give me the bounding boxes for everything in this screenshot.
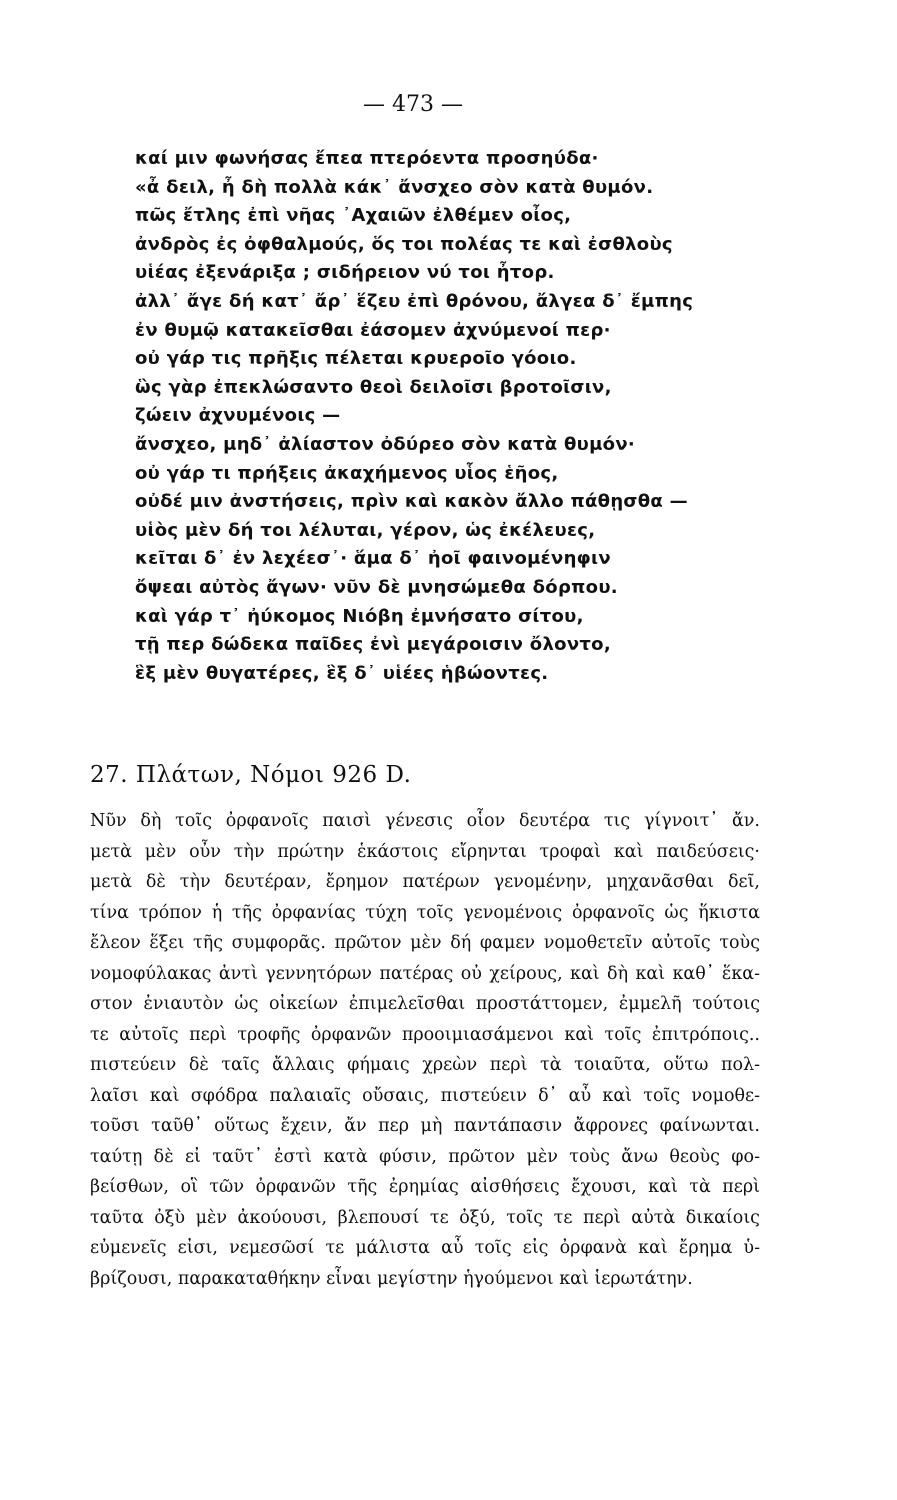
verse-line: οὐ γάρ τις πρῆξις πέλεται κρυεροῖο γόοιο.: [135, 348, 577, 370]
prose-line: ταῦτα ὀξὺ μὲν ἀκούουσι, βλεπουσί τε ὀξύ, τοῖς τε περὶ αὐτὰ δικαίοις: [90, 1207, 760, 1228]
prose-line: ταύτῃ δὲ εἰ ταῦτ᾽ ἐστὶ κατὰ φύσιν, πρῶτον μὲν τοὺς ἄνω θεοὺς φο-: [90, 1146, 760, 1167]
prose-line: λαῖσι καὶ σφόδρα παλαιαῖς οὔσαις, πιστεύειν δ᾽ αὖ καὶ τοῖς νομοθε-: [90, 1085, 760, 1106]
prose-line: Νῦν δὴ τοῖς ὀρφανοῖς παισὶ γένεσις οἷον δευτέρα τις γίγνοιτ᾽ ἄν.: [90, 811, 760, 831]
prose-line: τίνα τρόπον ἡ τῆς ὀρφανίας τύχη τοῖς γενομένοις ὀρφανοῖς ὡς ἥκιστα: [90, 902, 760, 923]
verse-line: οὐδέ μιν ἀνστήσεις, πρὶν καὶ κακὸν ἄλλο πάθῃσθα —: [135, 491, 688, 513]
verse-line: υἱέας ἐξενάριξα ; σιδήρειον νύ τοι ἦτορ.: [135, 262, 555, 284]
section-heading: 27. Πλάτων, Νόμοι 926 D.: [90, 762, 412, 788]
verse-line: ἀνδρὸς ἐς ὀφθαλμούς, ὅς τοι πολέας τε καὶ ἐσθλοὺς: [135, 233, 673, 255]
verse-passage: [135, 145, 693, 688]
verse-line: ζώειν ἀχνυμένοις —: [135, 405, 341, 427]
verse-line: υἱὸς μὲν δή τοι λέλυται, γέρον, ὡς ἐκέλευες,: [135, 519, 596, 541]
verse-line: ἓξ μὲν θυγατέρες, ἓξ δ᾽ υἱέες ἡβώοντες.: [135, 662, 549, 684]
verse-line: οὐ γάρ τι πρήξεις ἀκαχήμενος υἷος ἑῆος,: [135, 462, 559, 484]
prose-line: εὐμενεῖς εἰσι, νεμεσῶσί τε μάλιστα αὖ τοῖς εἰς ὀρφανὰ καὶ ἔρημα ὑ-: [90, 1238, 760, 1258]
prose-line: στον ἐνιαυτὸν ὡς οἰκείων ἐπιμελεῖσθαι προστάττομεν, ἐμμελῆ τούτοις: [90, 994, 760, 1014]
verse-line: «ἆ δειλ, ἦ δὴ πολλὰ κάκ᾽ ἄνσχεο σὸν κατὰ θυμόν.: [135, 176, 654, 198]
prose-line: βείσθων, οἳ τῶν ὀρφανῶν τῆς ἐρημίας αἰσθήσεις ἔχουσι, καὶ τὰ περὶ: [90, 1177, 760, 1197]
verse-line: ἄνσχεο, μηδ᾽ ἀλίαστον ὀδύρεο σὸν κατὰ θυμόν·: [135, 433, 636, 455]
prose-line: μετὰ δὲ τὴν δευτέραν, ἔρημον πατέρων γενομένην, μηχανᾶσθαι δεῖ,: [90, 872, 760, 892]
prose-line: τοῦσι ταῦθ᾽ οὕτως ἔχειν, ἄν περ μὴ παντάπασιν ἄφρονες φαίνωνται.: [90, 1116, 760, 1136]
prose-line: τε αὐτοῖς περὶ τροφῆς ὀρφανῶν προοιμιασάμενοι καὶ τοῖς ἐπιτρόποις..: [90, 1024, 760, 1045]
verse-line: καί μιν φωνήσας ἔπεα πτερόεντα προσηύδα·: [135, 148, 599, 169]
verse-line: ὣς γὰρ ἐπεκλώσαντο θεοὶ δειλοῖσι βροτοῖσιν,: [135, 376, 612, 398]
page-number: — 473 —: [363, 92, 463, 117]
prose-line: νομοφύλακας ἀντὶ γεννητόρων πατέρας οὐ χείρους, καὶ δὴ καὶ καθ᾽ ἕκα-: [90, 963, 760, 984]
verse-line: ἀλλ᾽ ἄγε δή κατ᾽ ἄρ᾽ ἕζευ ἐπὶ θρόνου, ἄλγεα δ᾽ ἔμπης: [135, 290, 694, 312]
verse-line: κεῖται δ᾽ ἐν λεχέεσ᾽· ἅμα δ᾽ ἠοῖ φαινομένηφιν: [135, 548, 611, 570]
prose-line: βρίζουσι, παρακαταθήκην εἶναι μεγίστην ἡγούμενοι καὶ ἱερωτάτην.: [90, 1268, 693, 1289]
verse-line: ἐν θυμῷ κατακεῖσθαι ἐάσομεν ἀχνύμενοί περ·: [135, 319, 611, 341]
verse-line: ὄψεαι αὐτὸς ἄγων· νῦν δὲ μνησώμεθα δόρπου.: [135, 576, 618, 598]
prose-line: πιστεύειν δὲ ταῖς ἄλλαις φήμαις χρεὼν περὶ τὰ τοιαῦτα, οὕτω πολ-: [90, 1055, 760, 1075]
verse-line: πῶς ἔτλης ἐπὶ νῆας ᾽Αχαιῶν ἐλθέμεν οἶος,: [135, 205, 572, 227]
prose-passage: [90, 806, 760, 1294]
prose-line: μετὰ μὲν οὖν τὴν πρώτην ἑκάστοις εἴρηνται τροφαὶ καὶ παιδεύσεις·: [90, 841, 760, 862]
verse-line: καὶ γάρ τ᾽ ἠύκομος Νιόβη ἐμνήσατο σίτου,: [135, 605, 584, 627]
prose-line: ἔλεον ἕξει τῆς συμφορᾶς. πρῶτον μὲν δή φαμεν νομοθετεῖν αὐτοῖς τοὺς: [90, 933, 760, 953]
verse-line: τῇ περ δώδεκα παῖδες ἐνὶ μεγάροισιν ὄλοντο,: [135, 634, 611, 656]
